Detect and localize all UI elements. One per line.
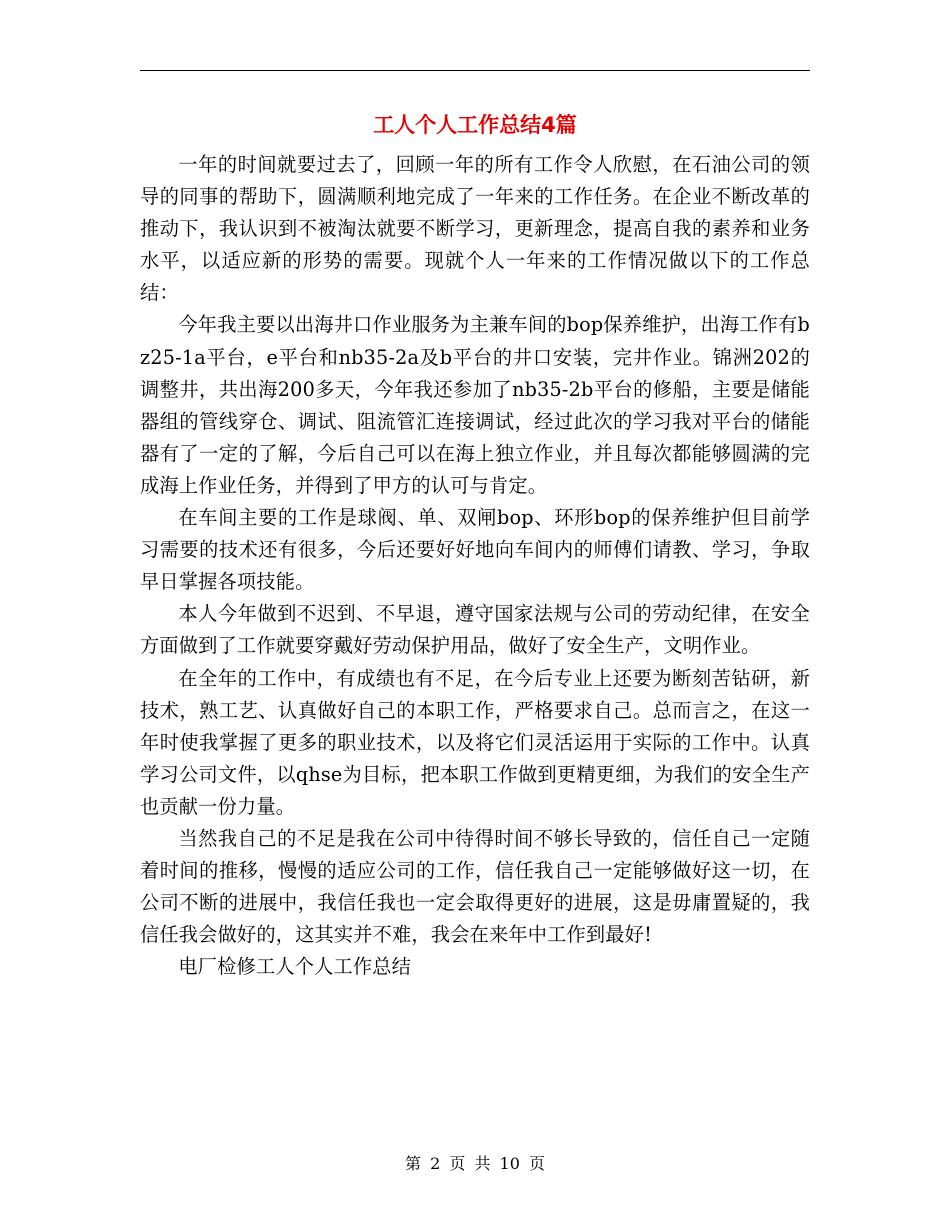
paragraph-discipline: 本人今年做到不迟到、不早退，遵守国家法规与公司的劳动纪律，在安全方面做到了工作就要穿戴好劳动保护用品，做好了安全生产，文明作业。 xyxy=(140,602,810,658)
paragraph-next-section-heading: 电厂检修工人个人工作总结 xyxy=(178,955,412,979)
page-footer: 第 2 页 共 10 页 xyxy=(405,1154,545,1173)
paragraph-offshore-work: 今年我主要以出海井口作业服务为主兼车间的bop保养维护，出海工作有bz25-1a平台，e平台和nb35-2a及b平台的井口安装，完井作业。锦洲202的调整井，共出海200多天，今年我还参加了nb35-2b平台的修船，主要是储能器组的管线穿仓、调试、阻流管汇连接调试，经过此次的学习我对平台的储能器有了一定的了解，今后自己可以在海上独立作业，并且每次都能够圆满的完成海上作业任务，并得到了甲方的认可与肯定。 xyxy=(140,313,810,497)
document-title: 工人个人工作总结4篇 xyxy=(373,113,577,137)
document-body xyxy=(140,149,810,983)
paragraph-workshop-work: 在车间主要的工作是球阀、单、双闸bop、环形bop的保养维护但目前学习需要的技术还有很多，今后还要好好地向车间内的师傅们请教、学习，争取早日掌握各项技能。 xyxy=(140,506,810,594)
header-rule xyxy=(140,70,810,71)
paragraph-shortcomings: 当然我自己的不足是我在公司中待得时间不够长导致的，信任自己一定随着时间的推移，慢慢的适应公司的工作，信任我自己一定能够做好这一切，在公司不断的进展中，我信任我也一定会取得更好的进展，这是毋庸置疑的，我信任我会做好的，这其实并不难，我会在来年中工作到最好! xyxy=(140,826,810,947)
paragraph-achievements: 在全年的工作中，有成绩也有不足，在今后专业上还要为断刻苦钻研，新技术，熟工艺、认真做好自己的本职工作，严格要求自己。总而言之，在这一年时使我掌握了更多的职业技术，以及将它们灵活运用于实际的工作中。认真学习公司文件，以qhse为目标，把本职工作做到更精更细，为我们的安全生产也贡献一份力量。 xyxy=(140,666,810,818)
paragraph-intro: 一年的时间就要过去了，回顾一年的所有工作令人欣慰，在石油公司的领导的同事的帮助下，圆满顺利地完成了一年来的工作任务。在企业不断改革的推动下，我认识到不被淘汰就要不断学习，更新理念，提高自我的素养和业务水平，以适应新的形势的需要。现就个人一年来的工作情况做以下的工作总结： xyxy=(140,153,810,305)
